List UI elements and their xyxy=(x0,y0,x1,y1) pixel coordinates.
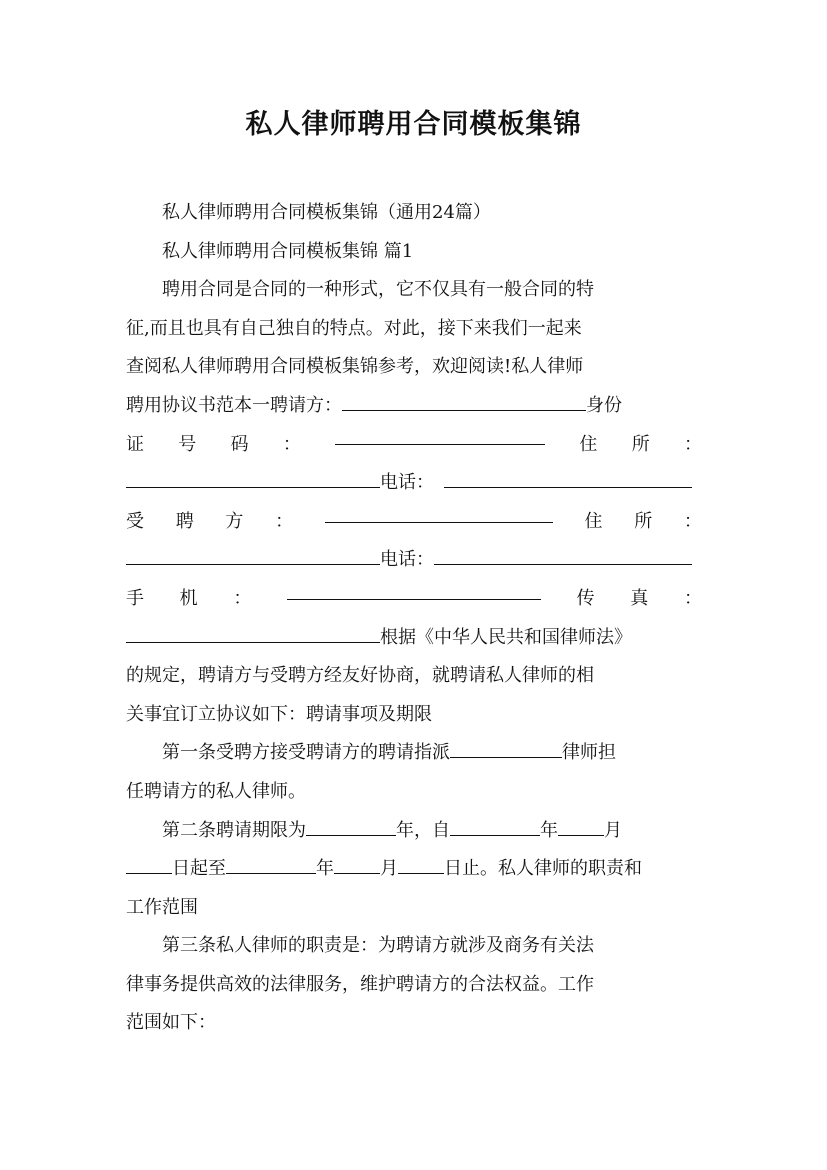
employer-name-blank[interactable] xyxy=(342,391,586,411)
paragraph-line: 查阅私人律师聘用合同模板集锦参考，欢迎阅读!私人律师 xyxy=(126,356,584,378)
paragraph-line xyxy=(126,541,702,580)
fax-blank[interactable] xyxy=(126,623,380,643)
paragraph-line xyxy=(126,734,702,773)
mobile-char-2: 机 xyxy=(179,587,198,609)
id-char-4: ： xyxy=(282,433,301,455)
article-one xyxy=(126,734,702,811)
start-day-label: 日起至 xyxy=(172,858,226,880)
start-day-blank[interactable] xyxy=(126,854,172,874)
mobile-fax-row xyxy=(126,580,702,619)
term-year-from: 年，自 xyxy=(396,819,450,841)
paragraph-line xyxy=(126,387,702,426)
mobile-blank[interactable] xyxy=(287,580,541,600)
paragraph-line: 律事务提供高效的法律服务，维护聘请方的合法权益。工作 xyxy=(126,973,594,995)
subtitle-line: 私人律师聘用合同模板集锦（通用24篇） xyxy=(162,202,491,223)
paragraph-line: 工作范围 xyxy=(126,896,198,918)
lawyer-name-blank[interactable] xyxy=(450,738,562,758)
phone-label: 电话： xyxy=(380,549,434,571)
end-month-blank[interactable] xyxy=(334,854,380,874)
employee-char-4: ： xyxy=(275,510,294,532)
document-title: 私人律师聘用合同模板集锦 xyxy=(245,109,582,140)
employee-phone-blank[interactable] xyxy=(434,545,692,565)
fax-char-2: 真 xyxy=(630,587,649,609)
employer-phone-blank[interactable] xyxy=(444,468,692,488)
id-label-start: 身份 xyxy=(586,394,622,416)
employer-label: 聘用协议书范本一聘请方： xyxy=(126,394,342,416)
paragraph-line xyxy=(126,812,702,851)
end-year-label: 年 xyxy=(316,858,334,880)
address-colon: ： xyxy=(683,510,702,532)
paragraph-intro xyxy=(126,271,702,734)
start-year-label: 年 xyxy=(540,819,558,841)
employer-address-blank[interactable] xyxy=(126,468,380,488)
mobile-colon: ： xyxy=(233,587,252,609)
phone-label: 电话： xyxy=(380,472,434,494)
start-year-blank[interactable] xyxy=(450,816,540,836)
fax-colon: ： xyxy=(683,587,702,609)
id-char-1: 证 xyxy=(126,433,144,455)
document-body xyxy=(126,194,702,1043)
address-char-2: 所 xyxy=(631,433,650,455)
paragraph-line: 范围如下： xyxy=(126,1012,216,1034)
end-day-blank[interactable] xyxy=(398,854,444,874)
employee-char-2: 聘 xyxy=(175,510,194,532)
id-char-3: 码 xyxy=(230,433,249,455)
article-three xyxy=(126,927,702,1043)
employer-id-row xyxy=(126,426,702,465)
fax-char-1: 传 xyxy=(576,587,595,609)
section-heading: 私人律师聘用合同模板集锦 篇1 xyxy=(162,240,414,262)
address-char-2: 所 xyxy=(634,510,653,532)
id-char-2: 号 xyxy=(178,433,197,455)
start-month-blank[interactable] xyxy=(558,816,604,836)
start-month-label: 月 xyxy=(604,819,622,841)
law-reference: 根据《中华人民共和国律师法》 xyxy=(380,626,632,648)
address-colon: ： xyxy=(683,433,702,455)
mobile-char-1: 手 xyxy=(126,587,144,609)
paragraph-line: 征,而且也具有自己独自的特点。对此，接下来我们一起来 xyxy=(126,317,582,339)
term-label: 第二条聘请期限为 xyxy=(162,819,306,841)
article-two xyxy=(126,812,702,928)
employee-char-3: 方 xyxy=(225,510,244,532)
address-char-1: 住 xyxy=(579,433,598,455)
paragraph-line: 第三条私人律师的职责是：为聘请方就涉及商务有关法 xyxy=(162,935,594,957)
employee-name-blank[interactable] xyxy=(325,503,553,523)
end-month-label: 月 xyxy=(380,858,398,880)
end-day-label: 日止。私人律师的职责和 xyxy=(444,858,642,880)
article-one-text: 第一条受聘方接受聘请方的聘请指派 xyxy=(162,742,450,764)
employee-row xyxy=(126,503,702,542)
paragraph-line: 任聘请方的私人律师。 xyxy=(126,780,306,802)
paragraph-line xyxy=(126,619,702,658)
term-years-blank[interactable] xyxy=(306,816,396,836)
address-char-1: 住 xyxy=(584,510,603,532)
paragraph-line: 聘用合同是合同的一种形式，它不仅具有一般合同的特 xyxy=(162,279,594,301)
employee-char-1: 受 xyxy=(126,510,144,532)
paragraph-line: 的规定，聘请方与受聘方经友好协商，就聘请私人律师的相 xyxy=(126,665,594,687)
paragraph-line xyxy=(126,464,702,503)
end-year-blank[interactable] xyxy=(226,854,316,874)
article-one-tail: 律师担 xyxy=(562,742,616,764)
paragraph-line xyxy=(126,850,702,889)
employer-id-blank[interactable] xyxy=(335,426,545,446)
employee-address-blank[interactable] xyxy=(126,545,380,565)
paragraph-line: 关事宜订立协议如下：聘请事项及期限 xyxy=(126,703,432,725)
